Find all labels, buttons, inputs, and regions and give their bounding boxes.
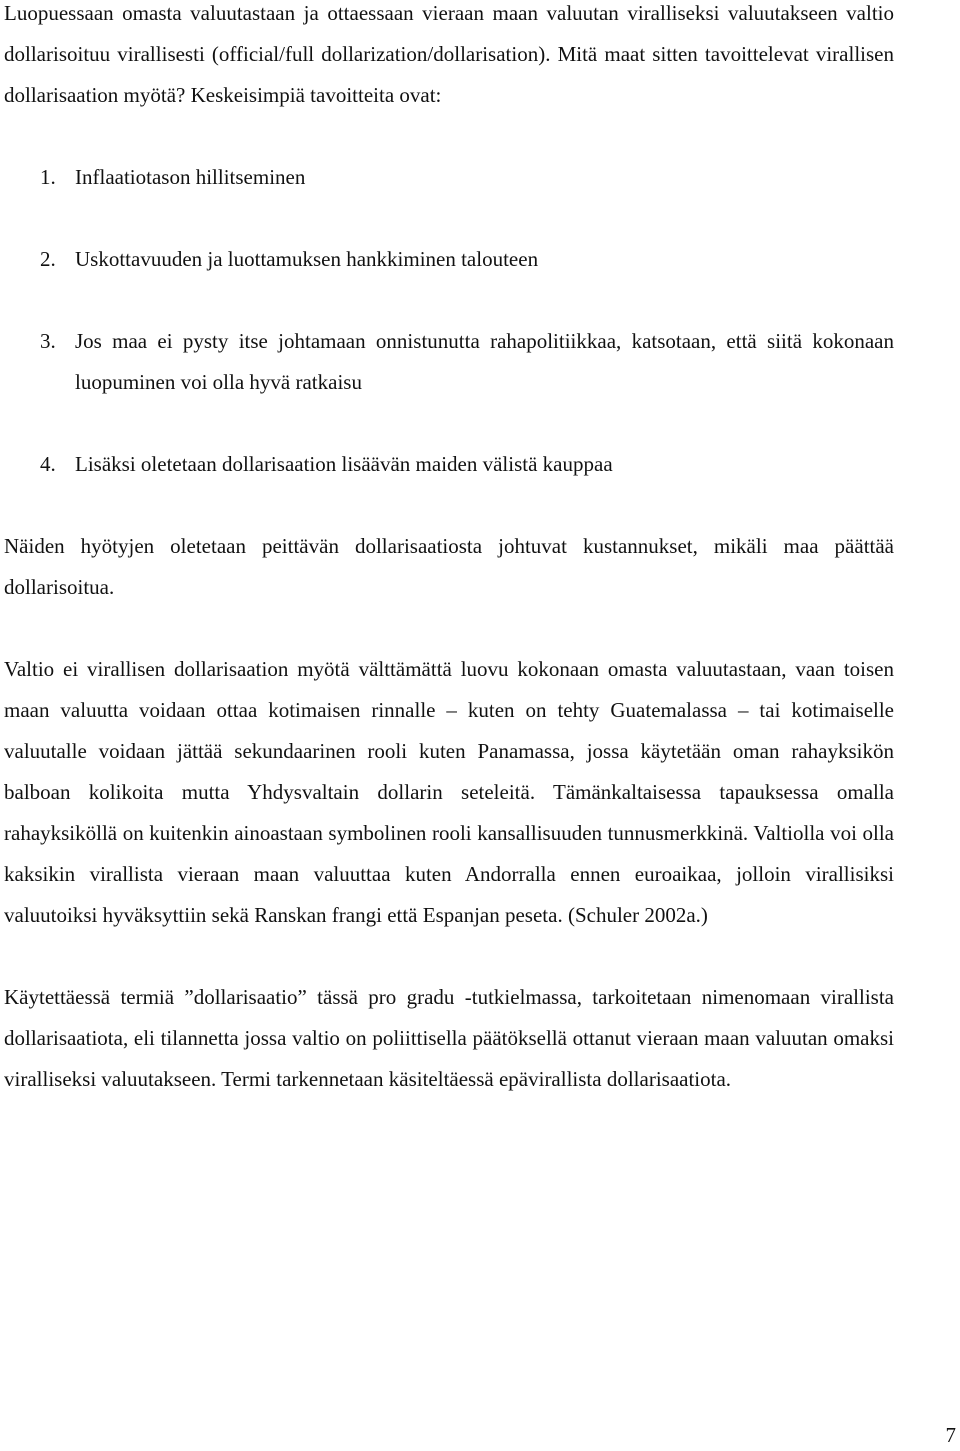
page-number: 7	[945, 1423, 956, 1447]
goal-number: 1.	[40, 165, 56, 189]
goal-text: Inflaatiotason hillitseminen	[75, 165, 306, 189]
spacer	[4, 403, 894, 444]
spacer	[4, 936, 894, 977]
spacer	[4, 280, 894, 321]
definition-paragraph: Käytettäessä termiä ”dollarisaatio” tässä pro gradu -tutkielmassa, tarkoitetaan nimenomaan virallista dollarisaatiota, eli tilannetta jossa valtio on poliittisella päätöksellä ottanut vieraan maan valuutan omaksi viralliseksi valuutakseen. Termi tarkennetaan käsiteltäessä epävirallista dollarisaatiota.	[4, 985, 894, 1091]
currency-paragraph: Valtio ei virallisen dollarisaation myötä välttämättä luovu kokonaan omasta valuutastaan, vaan toisen maan valuutta voidaan ottaa kotimaisen rinnalle – kuten on tehty Guatemalassa – tai kotimaiselle valuutalle voidaan jättää sekundaarinen rooli kuten Panamassa, jossa käytetään oman rahayksikön balboan kolikoita mutta Yhdysvaltain dollarin seteleitä. Tämänkaltaisessa tapauksessa omalla rahayksiköllä on kuitenkin ainoastaan symbolinen rooli kansallisuuden tunnusmerkkinä. Valtiolla voi olla kaksikin virallista vieraan maan valuuttaa kuten Andorralla ennen euroaikaa, jolloin virallisiksi valuutoiksi hyväksyttiin sekä Ranskan frangi että Espanjan peseta. (Schuler 2002a.)	[4, 657, 894, 927]
goal-number: 2.	[40, 247, 56, 271]
page-body	[4, 0, 894, 1100]
goal-text: Uskottavuuden ja luottamuksen hankkiminen talouteen	[75, 247, 539, 271]
benefits-paragraph: Näiden hyötyjen oletetaan peittävän dollarisaatiosta johtuvat kustannukset, mikäli maa päättää dollarisoitua.	[4, 534, 894, 599]
goals-list	[4, 157, 894, 485]
spacer	[4, 116, 894, 157]
goal-item-2	[4, 239, 894, 280]
spacer	[4, 485, 894, 526]
goal-number: 4.	[40, 452, 56, 476]
goal-item-4	[4, 444, 894, 485]
intro-paragraph: Luopuessaan omasta valuutastaan ja ottaessaan vieraan maan valuutan viralliseksi valuutakseen valtio dollarisoituu virallisesti (official/full dollarization/dollarisation). Mitä maat sitten tavoittelevat virallisen dollarisaation myötä? Keskeisimpiä tavoitteita ovat:	[4, 1, 894, 107]
goal-text: Lisäksi oletetaan dollarisaation lisäävän maiden välistä kauppaa	[75, 452, 613, 476]
spacer	[4, 608, 894, 649]
goal-item-3	[4, 321, 894, 403]
goal-item-1	[4, 157, 894, 198]
goal-number: 3.	[40, 329, 56, 353]
spacer	[4, 198, 894, 239]
goal-text: Jos maa ei pysty itse johtamaan onnistunutta rahapolitiikkaa, katsotaan, että siitä kokonaan luopuminen voi olla hyvä ratkaisu	[75, 329, 894, 394]
